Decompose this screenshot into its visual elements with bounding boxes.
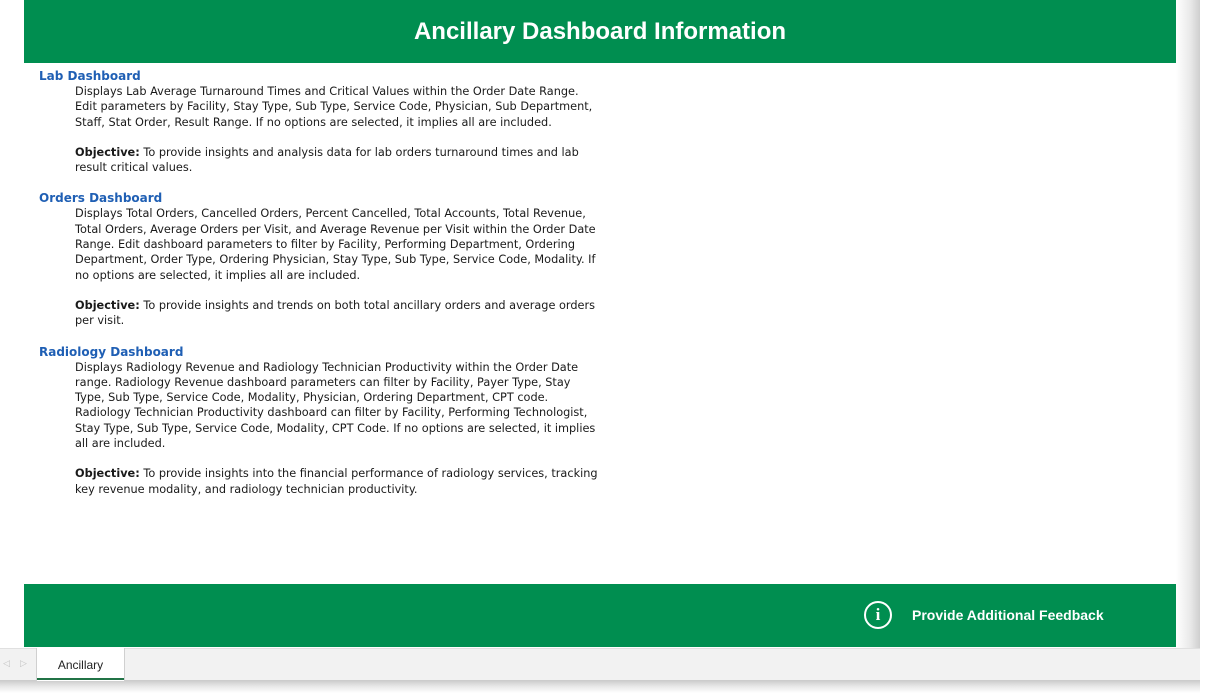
- window-shadow-right: [1176, 0, 1200, 648]
- objective-label: Objective:: [75, 298, 140, 312]
- provide-feedback-button[interactable]: [864, 600, 1104, 630]
- lab-dashboard-body: [75, 84, 599, 175]
- dashboard-info-content: [39, 69, 609, 513]
- radiology-dashboard-objective: [75, 466, 599, 497]
- page-title: Ancillary Dashboard Information: [413, 17, 787, 45]
- section-lab-dashboard: [39, 69, 609, 175]
- tab-scroll-right-icon[interactable]: ▷: [20, 659, 27, 669]
- section-radiology-dashboard: [39, 345, 609, 497]
- objective-label: Objective:: [75, 467, 140, 481]
- provide-feedback-label: Provide Additional Feedback: [912, 607, 1104, 623]
- orders-dashboard-description: Displays Total Orders, Cancelled Orders, Percent Cancelled, Total Accounts, Total Revenue, Total Orders, Average Orders per Visit, and Average Revenue per Visit within the Order Date Range. Edit dashboard parameters to filter by Facility, Performing Department, Ordering Department, Order Type, Ordering Physician, Stay Type, Sub Type, Service Code, Modality. If no options are selected, it implies all are included.: [75, 207, 596, 282]
- objective-text: To provide insights and trends on both total ancillary orders and average orders per visit.: [75, 298, 596, 328]
- objective-text: To provide insights into the financial performance of radiology services, tracking key revenue modality, and radiology technician productivity.: [75, 467, 598, 496]
- objective-label: Objective:: [75, 145, 140, 159]
- lab-dashboard-description: Displays Lab Average Turnaround Times and Critical Values within the Order Date Range. Edit parameters by Facility, Stay Type, Sub Type, Service Code, Physician, Sub Department, Staff, Stat Order, Result Range. If no options are selected, it implies all are included.: [75, 85, 593, 129]
- radiology-dashboard-description: Displays Radiology Revenue and Radiology Technician Productivity within the Order Date range. Radiology Revenue dashboard parameters can filter by Facility, Payer Type, Stay Type, Sub Type, Service Code, Modality, Physician, Ordering Department, CPT code. Radiology Technician Productivity dashboard can filter by Facility, Performing Technologist, Stay Type, Sub Type, Service Code, Modality, CPT Code. If no options are selected, it implies all are included.: [75, 360, 596, 451]
- lab-dashboard-objective: [75, 145, 599, 176]
- footer-banner: [24, 584, 1176, 647]
- orders-dashboard-objective: [75, 298, 599, 329]
- window-shadow-bottom: [0, 680, 1200, 693]
- orders-dashboard-body: [75, 206, 599, 328]
- objective-text: To provide insights and analysis data for lab orders turnaround times and lab result critical values.: [75, 145, 579, 175]
- tab-ancillary[interactable]: Ancillary: [36, 648, 125, 681]
- info-icon: i: [864, 601, 892, 629]
- sheet-tab-bar: [0, 648, 1200, 680]
- header-banner: [24, 0, 1176, 63]
- radiology-dashboard-title: Radiology Dashboard: [39, 344, 184, 359]
- section-orders-dashboard: [39, 191, 609, 328]
- lab-dashboard-title: Lab Dashboard: [39, 69, 141, 83]
- tab-scroll-left-icon[interactable]: ◁: [3, 659, 10, 669]
- radiology-dashboard-body: [75, 360, 599, 497]
- orders-dashboard-title: Orders Dashboard: [39, 191, 163, 206]
